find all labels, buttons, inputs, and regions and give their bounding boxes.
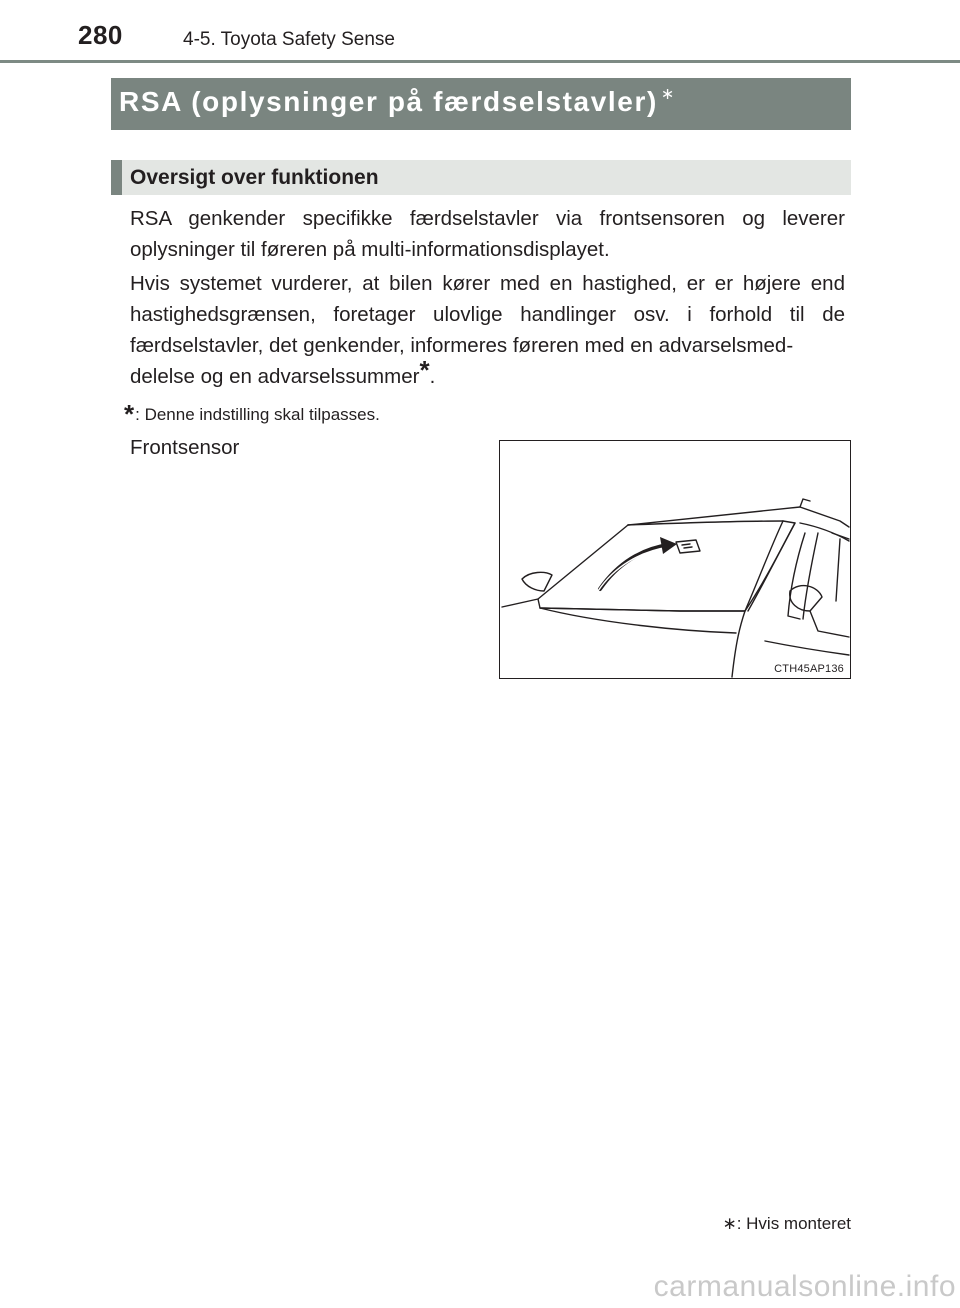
watermark: carmanualsonline.info [653,1270,956,1303]
paragraph-overview: RSA genkender specifikke færdselstavler via frontsensoren og leverer oplysninger til føreren på multi-informationsdisplayet. [130,207,845,261]
subheading-banner [111,160,851,195]
fitted-note-asterisk: ∗ [722,1214,737,1233]
figure-code: CTH45AP136 [774,663,844,675]
asterisk-marker: * [419,355,430,385]
page-header [0,0,960,66]
paragraph-warning-end: delelse og en advarselssummer [130,365,420,388]
windshield-illustration [499,440,851,679]
fitted-note-text: : Hvis monteret [736,1214,851,1233]
title-asterisk: ∗ [660,86,676,103]
footnote-text: : Denne indstilling skal tilpasses. [135,405,380,424]
footnote [124,396,380,427]
figure-caption: Frontsensor [130,436,240,459]
page-title-text: RSA (oplysninger på færdselstavler) [119,86,658,117]
subheading: Oversigt over funktionen [130,166,379,189]
paragraph-warning-body: Hvis systemet vurderer, at bilen kører med en hastighed, er er højere end hastighedsgrænsen, foretager ulovlige handlinger osv. i forhold til de færdselstavler, det genkender, informeres føreren med en advarselsmed- [130,272,845,357]
paragraph-warning-period: . [429,365,436,388]
page-number: 280 [78,20,123,50]
paragraph-warning-lastline [130,355,845,392]
title-banner [111,78,851,130]
paragraph-warning [130,268,845,392]
header-divider [0,60,960,63]
fitted-note [722,1214,851,1234]
section-title: 4-5. Toyota Safety Sense [183,29,395,50]
footnote-asterisk: * [124,399,135,429]
page-title [119,86,676,118]
car-windshield-drawing [500,441,850,678]
